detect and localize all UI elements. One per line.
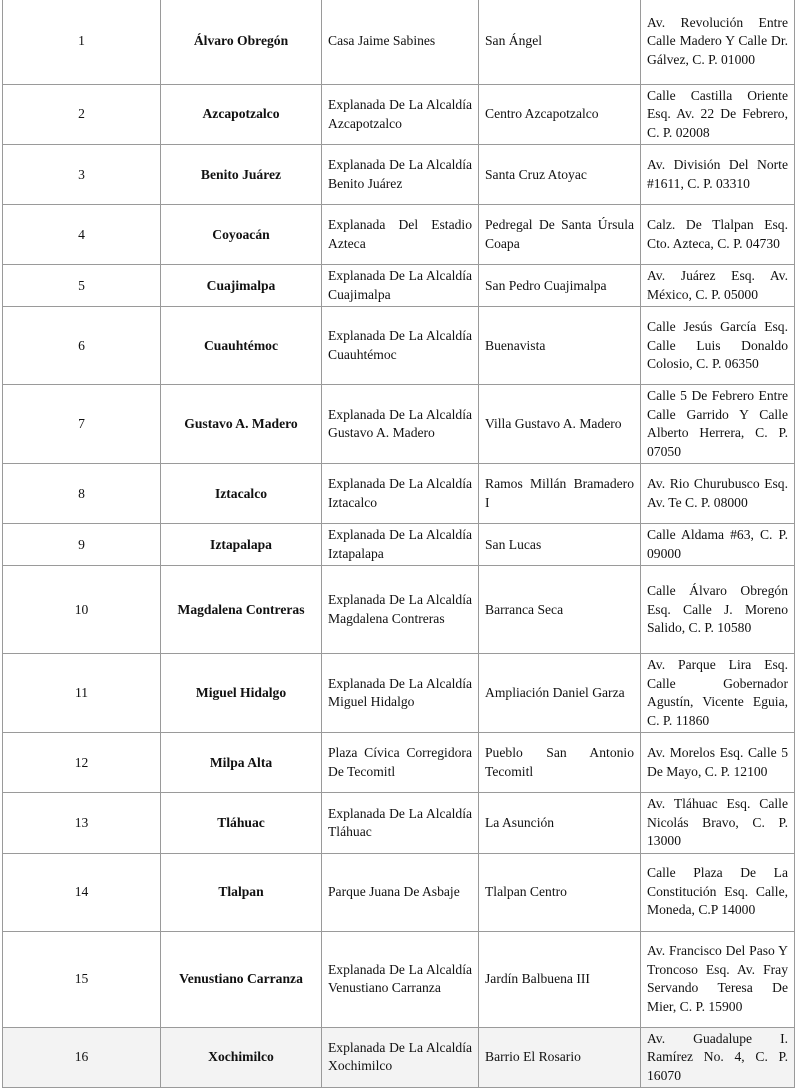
sede-cell: Explanada De La Alcaldía Cuauhtémoc: [322, 307, 479, 385]
sede-cell: Explanada De La Alcaldía Cuajimalpa: [322, 265, 479, 307]
sede-cell: Plaza Cívica Corregidora De Tecomitl: [322, 733, 479, 793]
table-row: [3, 793, 795, 853]
table-row: [3, 524, 795, 566]
row-number: 4: [3, 205, 161, 265]
colonia-cell: Santa Cruz Atoyac: [479, 145, 641, 205]
table-row: [3, 0, 795, 85]
sede-cell: Explanada De La Alcaldía Azcapotzalco: [322, 85, 479, 145]
alcaldia-cell: Cuauhtémoc: [161, 307, 322, 385]
colonia-cell: San Lucas: [479, 524, 641, 566]
alcaldia-cell: Venustiano Carranza: [161, 931, 322, 1027]
table-row: [3, 566, 795, 654]
colonia-cell: Jardín Balbuena III: [479, 931, 641, 1027]
table-body: [3, 0, 795, 1088]
direccion-cell: Calle 5 De Febrero Entre Calle Garrido Y Calle Alberto Herrera, C. P. 07050: [641, 385, 795, 464]
sede-cell: Casa Jaime Sabines: [322, 0, 479, 85]
row-number: 9: [3, 524, 161, 566]
row-number: 13: [3, 793, 161, 853]
direccion-cell: Av. División Del Norte #1611, C. P. 03310: [641, 145, 795, 205]
row-number: 5: [3, 265, 161, 307]
row-number: 1: [3, 0, 161, 85]
colonia-cell: Barrio El Rosario: [479, 1027, 641, 1087]
alcaldia-cell: Milpa Alta: [161, 733, 322, 793]
table-row: [3, 85, 795, 145]
alcaldia-cell: Benito Juárez: [161, 145, 322, 205]
sede-cell: Parque Juana De Asbaje: [322, 853, 479, 931]
direccion-cell: Av. Parque Lira Esq. Calle Gobernador Agustín, Vicente Eguia, C. P. 11860: [641, 654, 795, 733]
direccion-cell: Av. Morelos Esq. Calle 5 De Mayo, C. P. 12100: [641, 733, 795, 793]
colonia-cell: La Asunción: [479, 793, 641, 853]
direccion-cell: Av. Tláhuac Esq. Calle Nicolás Bravo, C. P. 13000: [641, 793, 795, 853]
colonia-cell: Villa Gustavo A. Madero: [479, 385, 641, 464]
alcaldia-cell: Magdalena Contreras: [161, 566, 322, 654]
row-number: 2: [3, 85, 161, 145]
direccion-cell: Av. Juárez Esq. Av. México, C. P. 05000: [641, 265, 795, 307]
direccion-cell: Calle Aldama #63, C. P. 09000: [641, 524, 795, 566]
colonia-cell: Buenavista: [479, 307, 641, 385]
row-number: 8: [3, 464, 161, 524]
sede-cell: Explanada De La Alcaldía Gustavo A. Madero: [322, 385, 479, 464]
direccion-cell: Av. Guadalupe I. Ramírez No. 4, C. P. 16070: [641, 1027, 795, 1087]
sede-cell: Explanada De La Alcaldía Xochimilco: [322, 1027, 479, 1087]
alcaldia-cell: Gustavo A. Madero: [161, 385, 322, 464]
colonia-cell: Ramos Millán Bramadero I: [479, 464, 641, 524]
table-row: [3, 853, 795, 931]
colonia-cell: San Ángel: [479, 0, 641, 85]
alcaldia-cell: Xochimilco: [161, 1027, 322, 1087]
table-row: [3, 307, 795, 385]
row-number: 16: [3, 1027, 161, 1087]
row-number: 7: [3, 385, 161, 464]
alcaldia-cell: Tláhuac: [161, 793, 322, 853]
row-number: 14: [3, 853, 161, 931]
row-number: 10: [3, 566, 161, 654]
direccion-cell: Calle Álvaro Obregón Esq. Calle J. Moreno Salido, C. P. 10580: [641, 566, 795, 654]
alcaldia-cell: Álvaro Obregón: [161, 0, 322, 85]
sede-cell: Explanada De La Alcaldía Tláhuac: [322, 793, 479, 853]
table-row: [3, 205, 795, 265]
row-number: 6: [3, 307, 161, 385]
table-row: [3, 1027, 795, 1087]
colonia-cell: Ampliación Daniel Garza: [479, 654, 641, 733]
row-number: 11: [3, 654, 161, 733]
alcaldia-cell: Cuajimalpa: [161, 265, 322, 307]
table-row: [3, 931, 795, 1027]
alcaldia-cell: Tlalpan: [161, 853, 322, 931]
alcaldia-cell: Azcapotzalco: [161, 85, 322, 145]
direccion-cell: Calle Castilla Oriente Esq. Av. 22 De Febrero, C. P. 02008: [641, 85, 795, 145]
direccion-cell: Calle Plaza De La Constitución Esq. Calle, Moneda, C.P 14000: [641, 853, 795, 931]
sede-cell: Explanada De La Alcaldía Venustiano Carranza: [322, 931, 479, 1027]
sede-cell: Explanada De La Alcaldía Iztacalco: [322, 464, 479, 524]
sede-cell: Explanada De La Alcaldía Miguel Hidalgo: [322, 654, 479, 733]
direccion-cell: Calz. De Tlalpan Esq. Cto. Azteca, C. P. 04730: [641, 205, 795, 265]
sedes-table: [2, 0, 795, 1088]
colonia-cell: Pedregal De Santa Úrsula Coapa: [479, 205, 641, 265]
row-number: 12: [3, 733, 161, 793]
colonia-cell: San Pedro Cuajimalpa: [479, 265, 641, 307]
alcaldia-cell: Coyoacán: [161, 205, 322, 265]
colonia-cell: Tlalpan Centro: [479, 853, 641, 931]
direccion-cell: Av. Rio Churubusco Esq. Av. Te C. P. 08000: [641, 464, 795, 524]
row-number: 15: [3, 931, 161, 1027]
colonia-cell: Barranca Seca: [479, 566, 641, 654]
direccion-cell: Av. Revolución Entre Calle Madero Y Calle Dr. Gálvez, C. P. 01000: [641, 0, 795, 85]
alcaldia-cell: Iztapalapa: [161, 524, 322, 566]
table-row: [3, 145, 795, 205]
table-row: [3, 464, 795, 524]
table-row: [3, 654, 795, 733]
sede-cell: Explanada De La Alcaldía Benito Juárez: [322, 145, 479, 205]
sede-cell: Explanada Del Estadio Azteca: [322, 205, 479, 265]
sede-cell: Explanada De La Alcaldía Iztapalapa: [322, 524, 479, 566]
alcaldia-cell: Miguel Hidalgo: [161, 654, 322, 733]
colonia-cell: Pueblo San Antonio Tecomitl: [479, 733, 641, 793]
alcaldia-cell: Iztacalco: [161, 464, 322, 524]
table-row: [3, 733, 795, 793]
direccion-cell: Calle Jesús García Esq. Calle Luis Donaldo Colosio, C. P. 06350: [641, 307, 795, 385]
table-row: [3, 385, 795, 464]
table-row: [3, 265, 795, 307]
row-number: 3: [3, 145, 161, 205]
sede-cell: Explanada De La Alcaldía Magdalena Contreras: [322, 566, 479, 654]
colonia-cell: Centro Azcapotzalco: [479, 85, 641, 145]
direccion-cell: Av. Francisco Del Paso Y Troncoso Esq. Av. Fray Servando Teresa De Mier, C. P. 15900: [641, 931, 795, 1027]
